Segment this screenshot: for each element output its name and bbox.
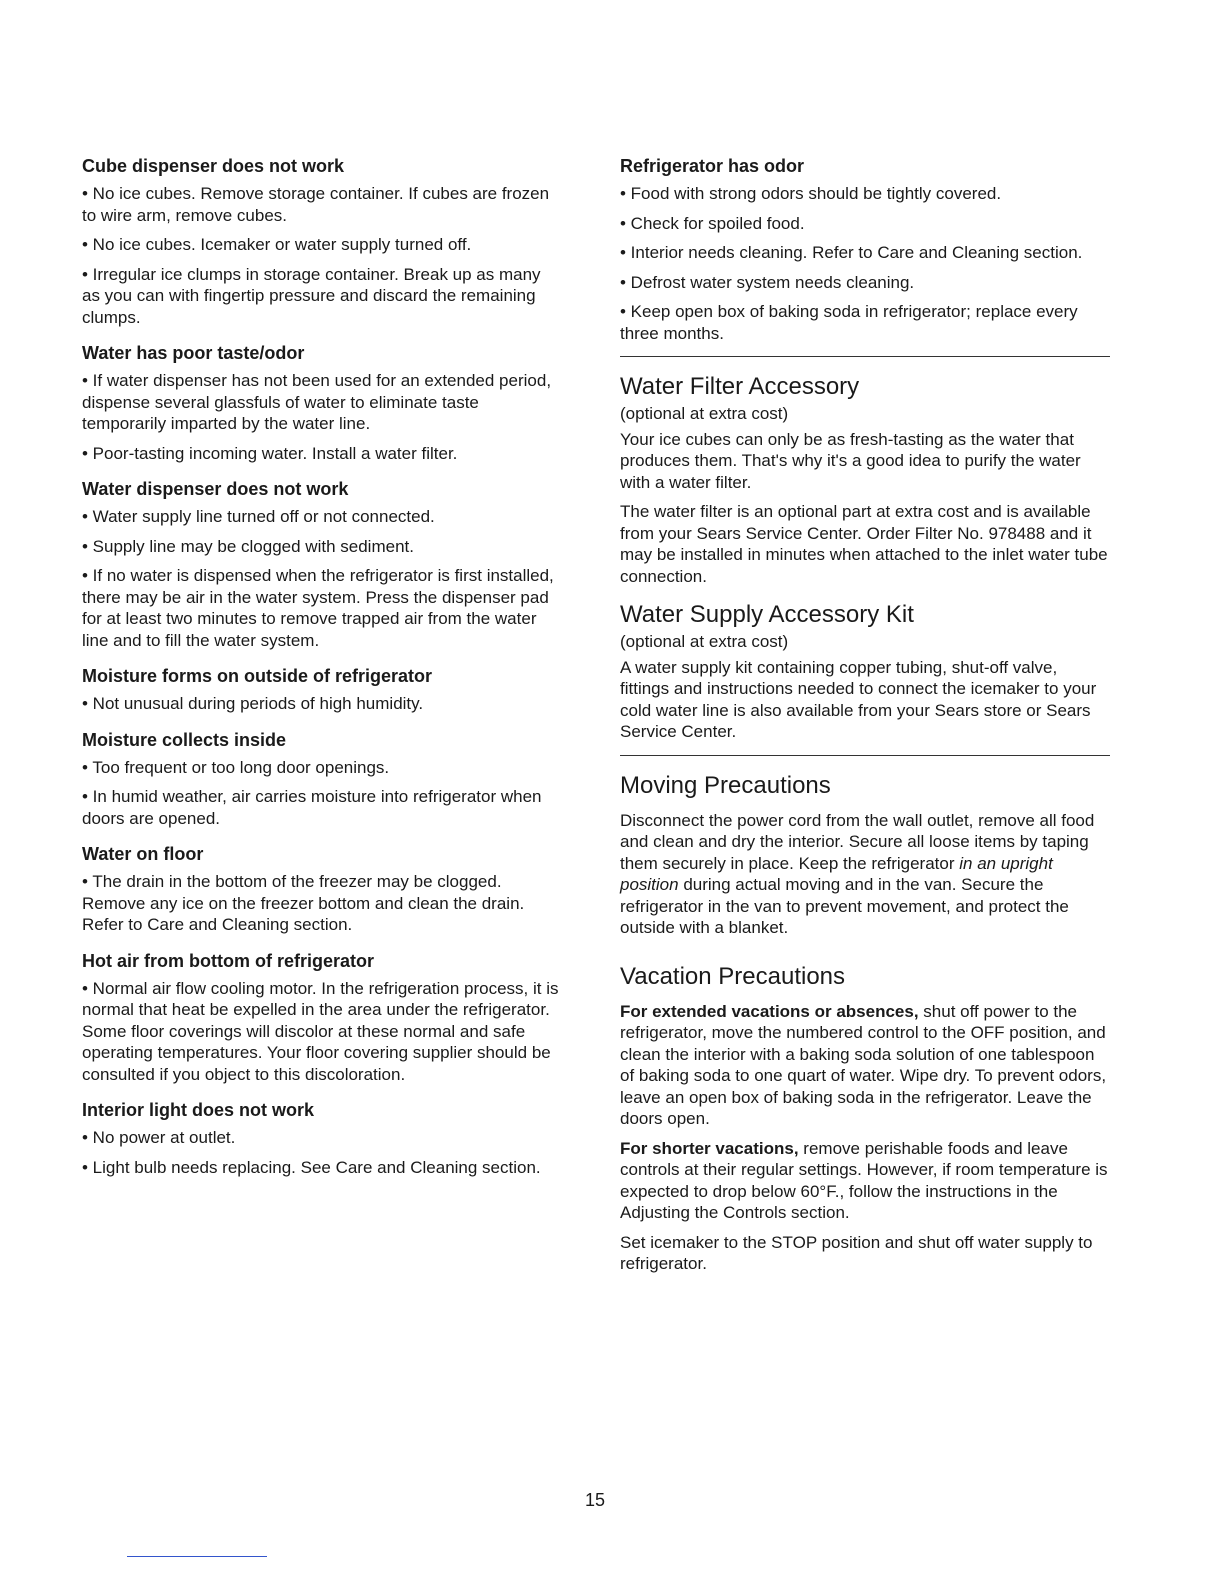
section-title: Water Filter Accessory: [620, 373, 860, 400]
left-column: [82, 155, 560, 1192]
section-moisture-inside: [82, 729, 560, 830]
paragraph: A water supply kit containing copper tubing, shut-off valve, fittings and instructions needed to connect the icemaker to your cold water line is also available from your Sears store or Sears Service Center.: [620, 657, 1097, 741]
list-item: • If water dispenser has not been used for an extended period, dispense several glassfuls of water to eliminate taste temporarily imparted by the water line.: [82, 371, 552, 433]
list-item: • Poor-tasting incoming water. Install a water filter.: [82, 443, 458, 463]
section-water-taste: [82, 342, 560, 464]
list-item: • Supply line may be clogged with sediment.: [82, 536, 414, 556]
list-item: • No ice cubes. Icemaker or water supply turned off.: [82, 235, 472, 254]
divider: [620, 356, 1110, 357]
list-item: • Light bulb needs replacing. See Care and Cleaning section.: [82, 1157, 541, 1177]
section-interior-light: [82, 1099, 560, 1178]
section-water-filter: [620, 373, 1110, 587]
list-item: • Food with strong odors should be tightly covered.: [620, 184, 1002, 203]
section-hot-air: [82, 950, 560, 1086]
section-water-floor: [82, 843, 560, 936]
list-item: • Too frequent or too long door openings.: [82, 757, 390, 777]
scan-artifact-line: [127, 1556, 267, 1557]
text: Disconnect the power cord from the wall outlet, remove all food and clean and dry the interior. Secure all loose items by taping them securely in place. Keep the refrigerator: [620, 810, 1095, 873]
emphasis: in an upright position: [620, 853, 1053, 894]
paragraph: The water filter is an optional part at extra cost and is available from your Sears Service Center. Order Filter No. 978488 and it may be installed in minutes when attached to the inlet water tube connection.: [620, 502, 1108, 586]
section-title: Water Supply Accessory Kit: [620, 601, 914, 628]
section-moisture-outside: [82, 665, 560, 715]
section-odor: [620, 155, 1110, 344]
text: shut off power to the refrigerator, move the numbered control to the OFF position, and clean the interior with a baking soda solution of one tablespoon of baking soda to one quart of water. Wipe dry. To prevent odors, leave an open box of baking soda in the refrigerator. Leave the doors open.: [620, 1001, 1107, 1128]
paragraph: [620, 810, 1110, 939]
section-moving: [620, 772, 1110, 939]
list-item: • Normal air flow cooling motor. In the refrigeration process, it is normal that heat be expelled in the area under the refrigerator. Some floor coverings will discolor at these normal and safe operating temperatures. Your floor covering supplier should be consulted if you object to this discoloration.: [82, 978, 559, 1084]
list-item: • The drain in the bottom of the freezer may be clogged. Remove any ice on the freezer bottom and clean the drain. Refer to Care and Cleaning section.: [82, 872, 525, 934]
paragraph: Your ice cubes can only be as fresh-tasting as the water that produces them. That's why it's a good idea to purify the water with a water filter.: [620, 429, 1081, 492]
paragraph: [620, 1001, 1110, 1130]
heading: Water dispenser does not work: [82, 479, 349, 499]
section-water-dispenser: [82, 478, 560, 651]
section-title: Vacation Precautions: [620, 962, 846, 990]
paragraph: [620, 1138, 1110, 1224]
section-title: Moving Precautions: [620, 771, 831, 799]
lead-in: For shorter vacations,: [620, 1138, 799, 1158]
list-item: • Not unusual during periods of high humidity.: [82, 694, 424, 713]
list-item: • In humid weather, air carries moisture into refrigerator when doors are opened.: [82, 787, 542, 828]
lead-in: For extended vacations or absences,: [620, 1001, 919, 1021]
heading: Moisture forms on outside of refrigerator: [82, 666, 433, 686]
text: remove perishable foods and leave controls at their regular settings. However, if room temperature is expected to drop below 60°F., follow the instructions in the Adjusting the Controls section.: [620, 1138, 1108, 1222]
heading: Cube dispenser does not work: [82, 156, 345, 176]
text: during actual moving and in the van. Secure the refrigerator in the van to prevent movement, and protect the outside with a blanket.: [620, 875, 1069, 937]
section-vacation: [620, 963, 1110, 1275]
list-item: • If no water is dispensed when the refrigerator is first installed, there may be air in the water system. Press the dispenser pad for at least two minutes to remove trapped air from the water line and to fill the water system.: [82, 566, 554, 650]
list-item: • No power at outlet.: [82, 1128, 236, 1147]
list-item: • Check for spoiled food.: [620, 213, 805, 233]
section-cube-dispenser: [82, 155, 560, 328]
divider: [620, 755, 1110, 756]
list-item: • No ice cubes. Remove storage container. If cubes are frozen to wire arm, remove cubes.: [82, 184, 550, 225]
list-item: • Irregular ice clumps in storage container. Break up as many as you can with fingertip pressure and discard the remaining clumps.: [82, 264, 541, 327]
heading: Hot air from bottom of refrigerator: [82, 950, 375, 971]
section-water-supply: [620, 601, 1110, 743]
paragraph: Set icemaker to the STOP position and shut off water supply to refrigerator.: [620, 1232, 1093, 1273]
page-number: 15: [584, 1490, 606, 1510]
subtitle: (optional at extra cost): [620, 404, 789, 423]
subtitle: (optional at extra cost): [620, 632, 789, 651]
heading: Refrigerator has odor: [620, 156, 805, 176]
heading: Water on floor: [82, 844, 204, 864]
list-item: • Interior needs cleaning. Refer to Care and Cleaning section.: [620, 243, 1083, 262]
list-item: • Keep open box of baking soda in refrigerator; replace every three months.: [620, 302, 1078, 343]
heading: Water has poor taste/odor: [82, 343, 305, 363]
heading: Interior light does not work: [82, 1100, 315, 1120]
list-item: • Water supply line turned off or not connected.: [82, 507, 435, 526]
right-column: [620, 155, 1110, 1283]
list-item: • Defrost water system needs cleaning.: [620, 272, 915, 292]
heading: Moisture collects inside: [82, 729, 287, 750]
